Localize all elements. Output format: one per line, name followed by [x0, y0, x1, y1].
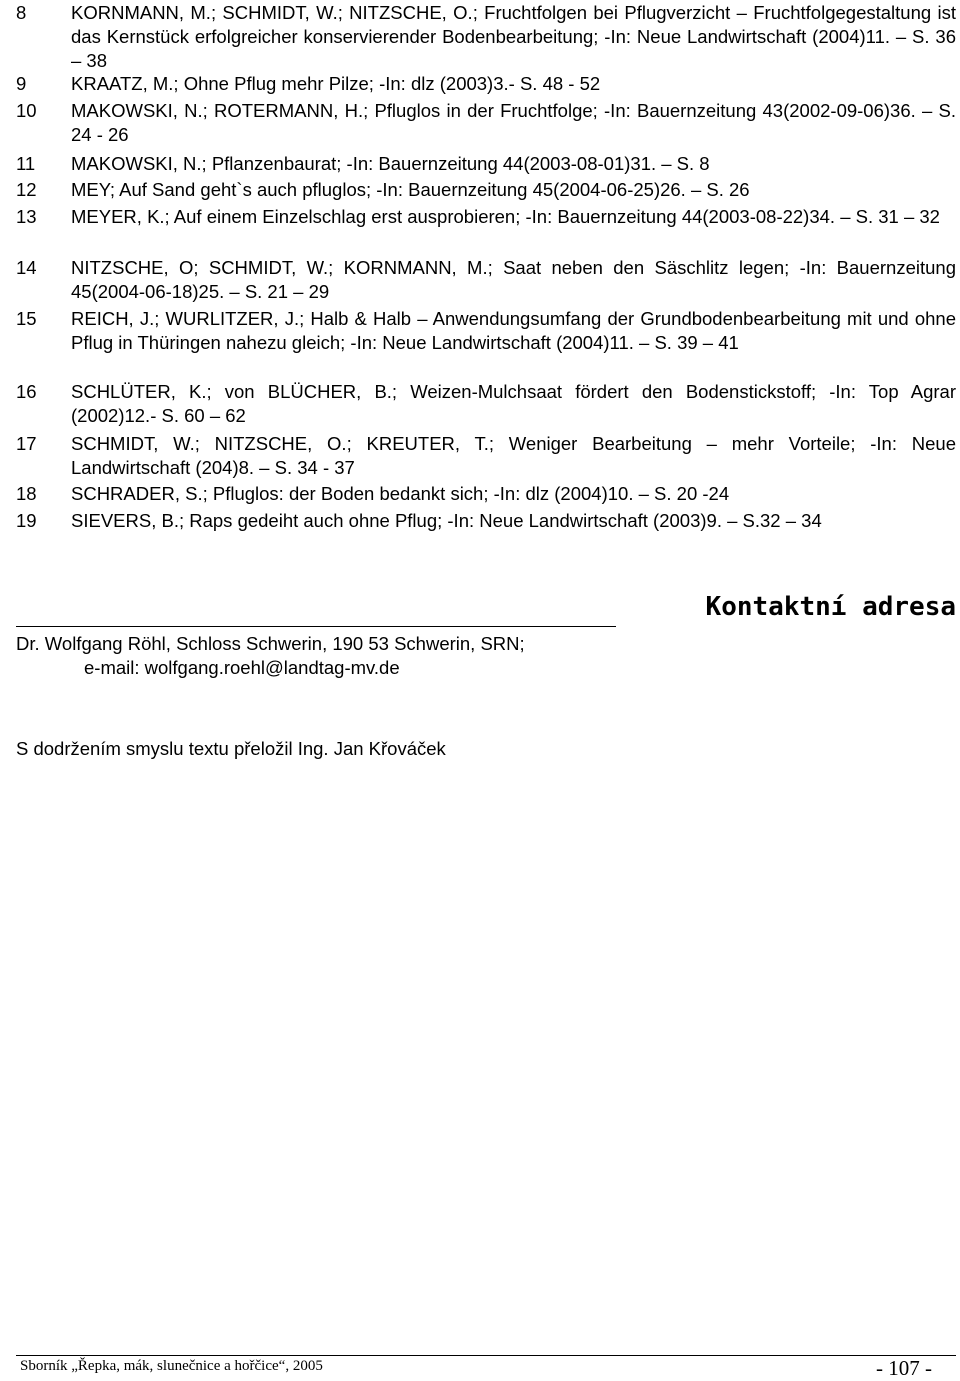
- footer-publication: Sborník „Řepka, mák, slunečnice a hořčice“, 2005: [20, 1358, 323, 1374]
- reference-item: [16, 380, 956, 428]
- reference-item: [16, 152, 956, 176]
- reference-number: 16: [16, 381, 37, 402]
- reference-item: [16, 1, 956, 73]
- reference-text: SCHMIDT, W.; NITZSCHE, O.; KREUTER, T.; Weniger Bearbeitung – mehr Vorteile; -In: Neue Landwirtschaft (204)8. – S. 34 - 37: [71, 433, 956, 478]
- reference-text: MAKOWSKI, N.; ROTERMANN, H.; Pfluglos in der Fruchtfolge; -In: Bauernzeitung 43(2002-09-06)36. – S. 24 - 26: [71, 100, 956, 145]
- reference-number: 8: [16, 2, 27, 23]
- reference-text: NITZSCHE, O; SCHMIDT, W.; KORNMANN, M.; Saat neben den Säschlitz legen; -In: Bauernzeitung 45(2004-06-18)25. – S. 21 – 29: [71, 257, 956, 302]
- reference-text: KORNMANN, M.; SCHMIDT, W.; NITZSCHE, O.; Fruchtfolgen bei Pflugverzicht – Fruchtfolgegestaltung ist das Kernstück erfolgreicher konservierender Bodenbearbeitung; -In: Neue Landwirtschaft (2004)11. – S. 36 – 38: [71, 2, 956, 71]
- reference-item: [16, 99, 956, 147]
- reference-item: [16, 72, 956, 96]
- contact-address: Dr. Wolfgang Röhl, Schloss Schwerin, 190 53 Schwerin, SRN;: [16, 633, 525, 654]
- reference-item: [16, 432, 956, 480]
- reference-number: 19: [16, 510, 37, 531]
- reference-number: 15: [16, 308, 37, 329]
- reference-item: [16, 205, 956, 229]
- reference-item: [16, 509, 956, 533]
- reference-text: KRAATZ, M.; Ohne Pflug mehr Pilze; -In: dlz (2003)3.- S. 48 - 52: [71, 73, 601, 94]
- contact-email: e-mail: wolfgang.roehl@landtag-mv.de: [84, 657, 400, 678]
- reference-text: REICH, J.; WURLITZER, J.; Halb & Halb – Anwendungsumfang der Grundbodenbearbeitung mit und ohne Pflug in Thüringen nahezu gleich; -In: Neue Landwirtschaft (2004)11. – S. 39 – 41: [71, 308, 956, 353]
- reference-number: 11: [16, 153, 36, 174]
- footer-divider: [16, 1355, 956, 1356]
- translator-note: S dodržením smyslu textu přeložil Ing. Jan Křováček: [16, 738, 446, 759]
- reference-text: MAKOWSKI, N.; Pflanzenbaurat; -In: Bauernzeitung 44(2003-08-01)31. – S. 8: [71, 153, 710, 174]
- contact-heading: Kontaktní adresa: [705, 592, 956, 622]
- reference-item: [16, 178, 956, 202]
- reference-number: 13: [16, 206, 37, 227]
- reference-text: SCHRADER, S.; Pfluglos: der Boden bedankt sich; -In: dlz (2004)10. – S. 20 -24: [71, 483, 730, 504]
- reference-number: 17: [16, 433, 37, 454]
- reference-text: MEY; Auf Sand geht`s auch pfluglos; -In: Bauernzeitung 45(2004-06-25)26. – S. 26: [71, 179, 750, 200]
- contact-divider: [16, 626, 616, 627]
- reference-item: [16, 307, 956, 355]
- reference-item: [16, 256, 956, 304]
- reference-number: 9: [16, 73, 27, 94]
- reference-text: MEYER, K.; Auf einem Einzelschlag erst ausprobieren; -In: Bauernzeitung 44(2003-08-22)34. – S. 31 – 32: [71, 206, 940, 227]
- reference-text: SIEVERS, B.; Raps gedeiht auch ohne Pflug; -In: Neue Landwirtschaft (2003)9. – S.32 – 34: [71, 510, 822, 531]
- reference-number: 12: [16, 179, 37, 200]
- reference-number: 18: [16, 483, 37, 504]
- reference-number: 14: [16, 257, 37, 278]
- page-number: - 107 -: [876, 1356, 932, 1380]
- reference-item: [16, 482, 956, 506]
- reference-text: SCHLÜTER, K.; von BLÜCHER, B.; Weizen-Mulchsaat fördert den Bodenstickstoff; -In: Top Agrar (2002)12.- S. 60 – 62: [71, 381, 956, 426]
- reference-number: 10: [16, 100, 37, 121]
